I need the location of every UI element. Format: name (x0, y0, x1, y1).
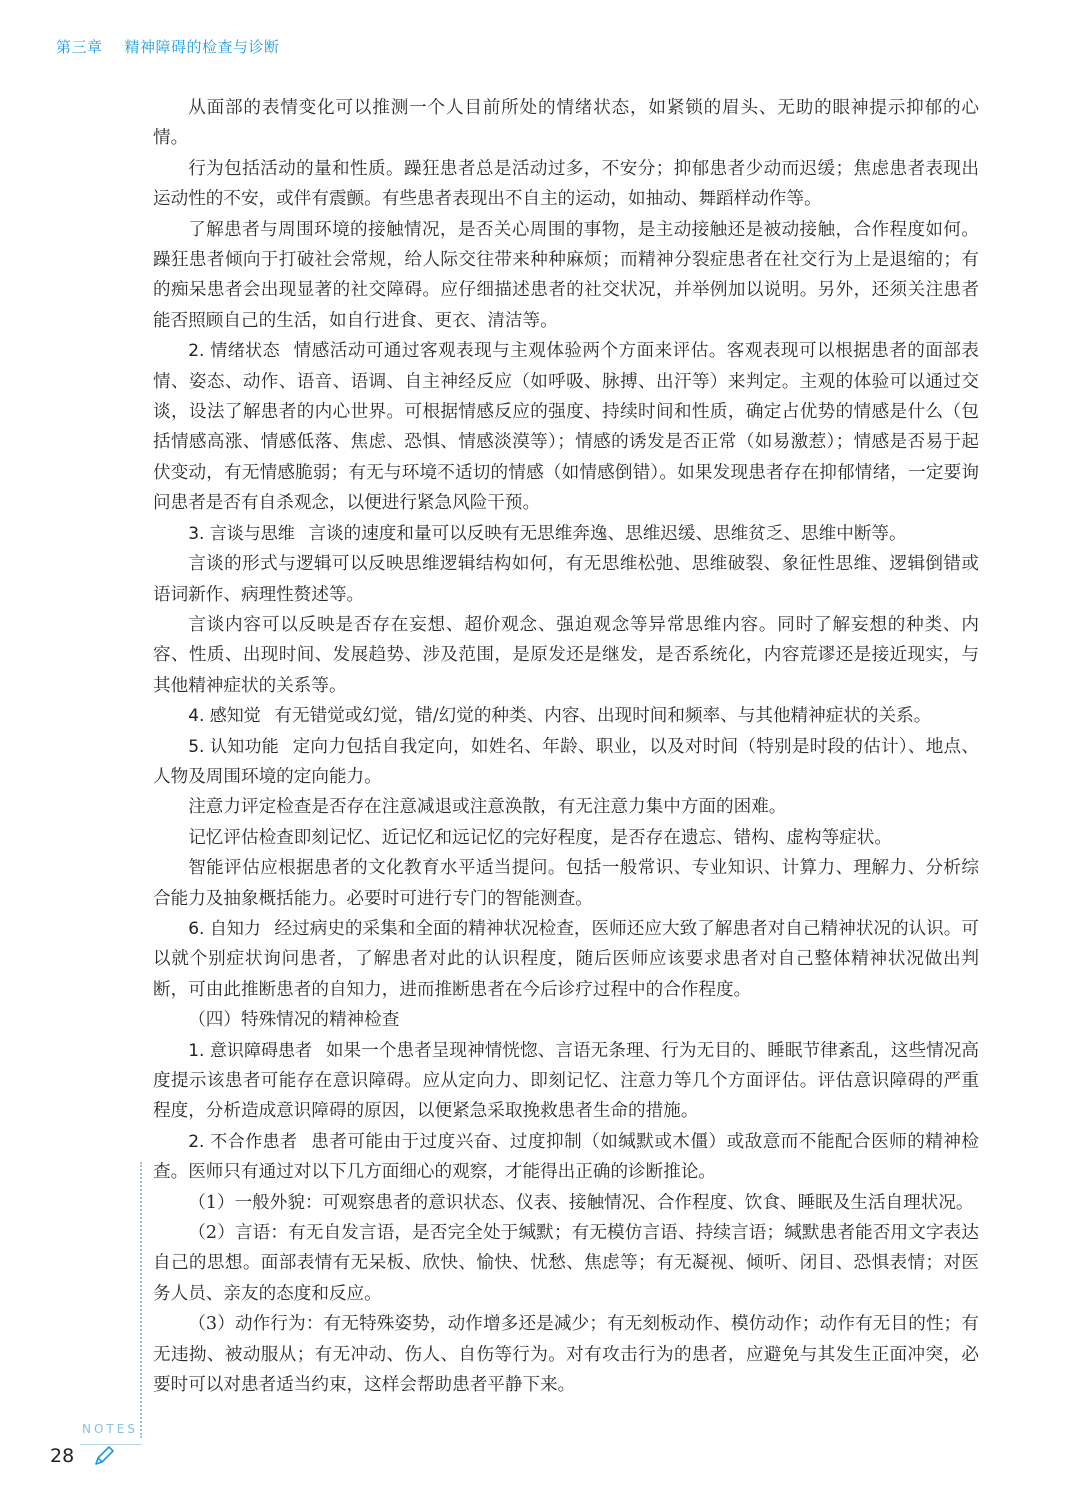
body-paragraph: （3）动作行为：有无特殊姿势，动作增多还是减少；有无刻板动作、模仿动作；动作有无目的性；有无违拗、被动服从；有无冲动、伤人、自伤等行为。对有攻击行为的患者，应避免与其发生正面冲突，必要时可以对患者适当约束，这样会帮助患者平静下来。 (153, 1314, 979, 1396)
page-body (153, 93, 979, 1400)
chapter-title: 精神障碍的检查与诊断 (124, 38, 280, 56)
body-paragraph: 2. 情绪状态 情感活动可通过客观表现与主观体验两个方面来评估。客观表现可以根据患者的面部表情、姿态、动作、语音、语调、自主神经反应（如呼吸、脉搏、出汗等）来判定。主观的体验可以通过交谈，设法了解患者的内心世界。可根据情感反应的强度、持续时间和性质，确定占优势的情感是什么（包括情感高涨、情感低落、焦虑、恐惧、情感淡漠等）；情感的诱发是否正常（如易激惹）；情感是否易于起伏变动，有无情感脆弱；有无与环境不适切的情感（如情感倒错）。如果发现患者存在抑郁情绪，一定要询问患者是否有自杀观念，以便进行紧急风险干预。 (153, 341, 979, 514)
subsection-heading: 2. 情绪状态 (188, 341, 281, 362)
running-header (56, 36, 280, 57)
subsection-heading: 2. 不合作患者 (188, 1131, 298, 1152)
subsection-heading: 4. 感知觉 (188, 706, 261, 727)
body-paragraph: 行为包括活动的量和性质。躁狂患者总是活动过多，不安分；抑郁患者少动而迟缓；焦虑患者表现出运动性的不安，或伴有震颤。有些患者表现出不自主的运动，如抽动、舞蹈样动作等。 (153, 158, 979, 210)
body-paragraph: 5. 认知功能 定向力包括自我定向，如姓名、年龄、职业，以及对时间（特别是时段的估计）、地点、人物及周围环境的定向能力。 (153, 736, 979, 787)
body-paragraph: 了解患者与周围环境的接触情况，是否关心周围的事物，是主动接触还是被动接触，合作程度如何。躁狂患者倾向于打破社会常规，给人际交往带来种种麻烦；而精神分裂症患者在社交行为上是退缩的；有的痴呆患者会出现显著的社交障碍。应仔细描述患者的社交状况，并举例加以说明。另外，还须关注患者能否照顾自己的生活，如自行进食、更衣、清洁等。 (153, 219, 979, 331)
subsection-heading: 1. 意识障碍患者 (188, 1040, 313, 1061)
notes-margin-rule (140, 1162, 142, 1438)
pencil-icon (92, 1444, 116, 1468)
subsection-heading: 6. 自知力 (188, 918, 261, 939)
body-paragraph: 3. 言谈与思维 言谈的速度和量可以反映有无思维奔逸、思维迟缓、思维贫乏、思维中断等。 (188, 523, 907, 544)
subsection-heading: 5. 认知功能 (188, 736, 279, 757)
subsection-heading: 3. 言谈与思维 (188, 523, 295, 544)
body-paragraph: 智能评估应根据患者的文化教育水平适当提问。包括一般常识、专业知识、计算力、理解力、分析综合能力及抽象概括能力。必要时可进行专门的智能测查。 (153, 858, 979, 909)
body-paragraph: 1. 意识障碍患者 如果一个患者呈现神情恍惚、言语无条理、行为无目的、睡眠节律紊乱，这些情况高度提示该患者可能存在意识障碍。应从定向力、即刻记忆、注意力等几个方面评估。评估意识障碍的严重程度，分析造成意识障碍的原因，以便紧急采取挽救患者生命的措施。 (153, 1040, 980, 1122)
chapter-label: 第三章 (56, 38, 103, 56)
body-paragraph: （2）言语：有无自发言语，是否完全处于缄默；有无模仿言语、持续言语；缄默患者能否用文字表达自己的思想。面部表情有无呆板、欣快、愉快、忧愁、焦虑等；有无凝视、倾听、闭目、恐惧表情；对医务人员、亲友的态度和反应。 (153, 1223, 979, 1304)
page-number: 28 (50, 1445, 75, 1467)
body-paragraph: 从面部的表情变化可以推测一个人目前所处的情绪状态，如紧锁的眉头、无助的眼神提示抑郁的心情。 (153, 98, 979, 149)
notes-label: NOTES (82, 1422, 138, 1436)
body-paragraph: 4. 感知觉 有无错觉或幻觉，错/幻觉的种类、内容、出现时间和频率、与其他精神症状的关系。 (188, 706, 932, 727)
section-heading: （四）特殊情况的精神检查 (188, 1010, 400, 1031)
body-paragraph: 注意力评定检查是否存在注意减退或注意涣散，有无注意力集中方面的困难。 (188, 797, 787, 818)
body-paragraph: 6. 自知力 经过病史的采集和全面的精神状况检查，医师还应大致了解患者对自己精神状况的认识。可以就个别症状询问患者，了解患者对此的认识程度，随后医师应该要求患者对自己整体精神状况做出判断，可由此推断患者的自知力，进而推断患者在今后诊疗过程中的合作程度。 (153, 918, 979, 1000)
body-paragraph: 记忆评估检查即刻记忆、近记忆和远记忆的完好程度，是否存在遗忘、错构、虚构等症状。 (188, 827, 892, 848)
body-paragraph: 言谈的形式与逻辑可以反映思维逻辑结构如何，有无思维松弛、思维破裂、象征性思维、逻辑倒错或语词新作、病理性赘述等。 (153, 554, 979, 605)
body-paragraph: 2. 不合作患者 患者可能由于过度兴奋、过度抑制（如缄默或木僵）或敌意而不能配合医师的精神检查。医师只有通过对以下几方面细心的观察，才能得出正确的诊断推论。 (153, 1131, 979, 1183)
body-paragraph: 言谈内容可以反映是否存在妄想、超价观念、强迫观念等异常思维内容。同时了解妄想的种类、内容、性质、出现时间、发展趋势、涉及范围，是原发还是继发，是否系统化，内容荒谬还是接近现实，与其他精神症状的关系等。 (153, 614, 979, 696)
body-paragraph: （1）一般外貌：可观察患者的意识状态、仪表、接触情况、合作程度、饮食、睡眠及生活自理状况。 (188, 1192, 974, 1213)
